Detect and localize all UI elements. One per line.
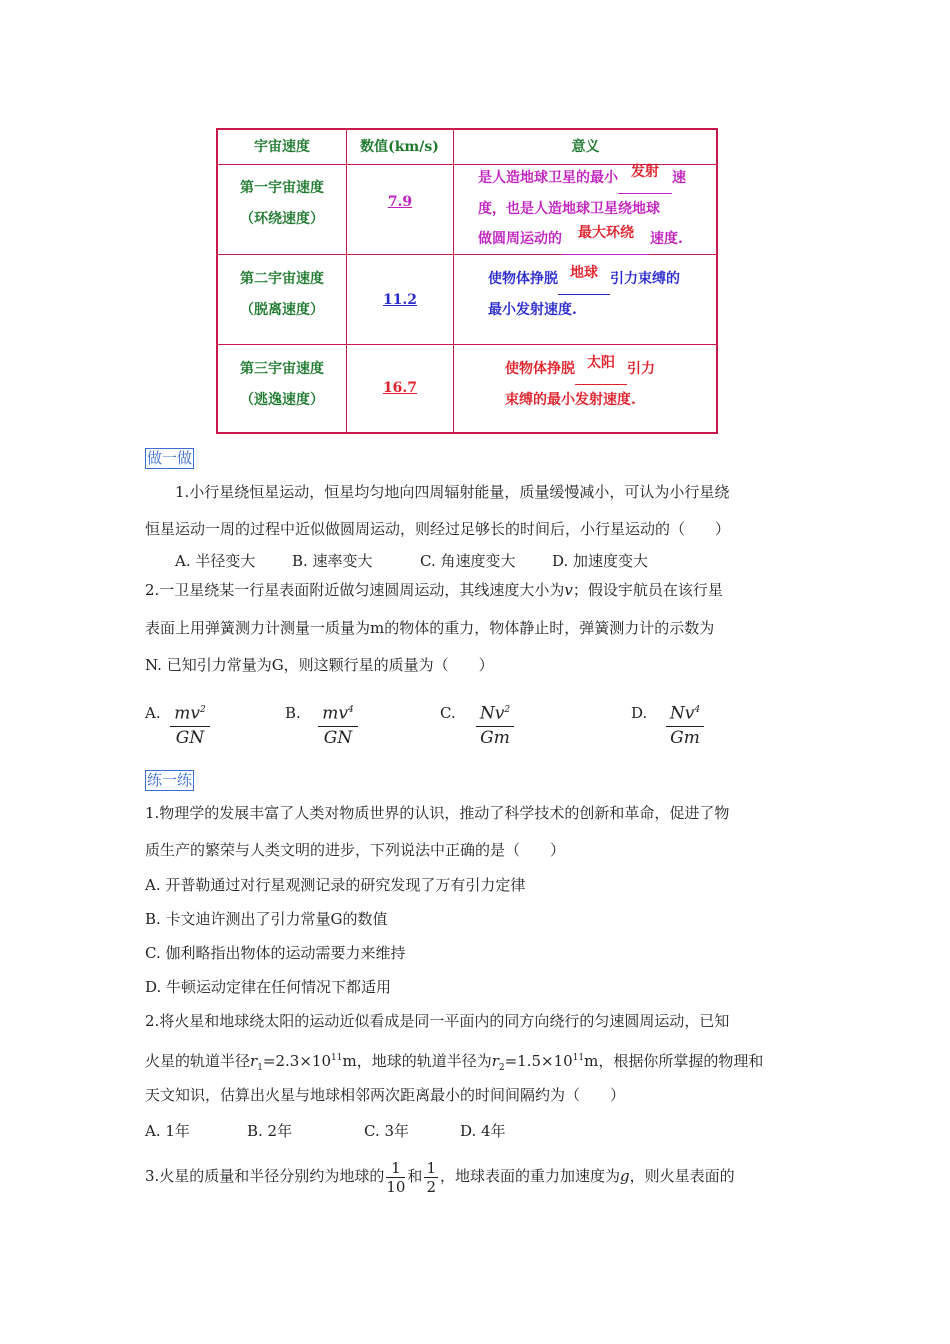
s1-q2-option-b-letter: B.	[285, 704, 301, 722]
s1-q2-option-a-letter: A.	[145, 704, 161, 722]
s1-q2-line3: N. 已知引力常量为G，则这颗行星的质量为（ ）	[145, 656, 494, 674]
s2-q1-option-b: B. 卡文迪许测出了引力常量G的数值	[145, 910, 388, 928]
s1-q2-line2: 表面上用弹簧测力计测量一质量为m的物体的重力，物体静止时，弹簧测力计的示数为	[145, 619, 715, 637]
s2-q2-line1: 2.将火星和地球绕太阳的运动近似看成是同一平面内的同方向绕行的匀速圆周运动，已知	[145, 1012, 730, 1030]
row2-value: 11.2	[382, 292, 418, 308]
s1-q2-option-b-fraction: $\frac{mv^4}{GN}$	[318, 700, 358, 749]
s2-q2-line3: 天文知识，估算出火星与地球相邻两次距离最小的时间间隔约为（ ）	[145, 1086, 626, 1104]
s1-q2-line1: 2.一卫星绕某一行星表面附近做匀速圆周运动，其线速度大小为v；假设宇航员在该行星	[145, 581, 723, 599]
s1-q1-line2: 恒星运动一周的过程中近似做圆周运动，则经过足够长的时间后，小行星运动的（ ）	[145, 520, 731, 538]
s2-q1-line2: 质生产的繁荣与人类文明的进步，下列说法中正确的是（ ）	[145, 841, 566, 859]
header-cosmic-velocity: 宇宙速度	[254, 139, 310, 155]
s2-q1-option-c: C. 伽利略指出物体的运动需要力来维持	[145, 944, 406, 962]
row3-value: 16.7	[382, 380, 418, 396]
s2-q1-option-a: A. 开普勒通过对行星观测记录的研究发现了万有引力定律	[145, 876, 526, 894]
s2-q1-line1: 1.物理学的发展丰富了人类对物质世界的认识，推动了科学技术的创新和革命，促进了物	[145, 804, 730, 822]
s1-q2-option-c-fraction: $\frac{Nv^2}{Gm}$	[476, 700, 514, 749]
section-label-try: 做一做	[147, 449, 193, 467]
row2-name: 第二宇宙速度 （脱离速度）	[240, 271, 324, 318]
row1-value: 7.9	[387, 194, 413, 210]
s2-q2-line2: 火星的轨道半径$r_1=2.3\times 10^{11}m$，地球的轨道半径为$r_2=1.5\times 10^{11}m$，根据你所掌握的物理和	[145, 1052, 764, 1073]
s1-q1-option-c: C. 角速度变大	[420, 552, 516, 570]
s1-q2-option-d-letter: D.	[631, 704, 648, 722]
section-label-practice: 练一练	[147, 771, 193, 789]
s2-q2-option-c: C. 3年	[364, 1122, 410, 1140]
s1-q1-option-d: D. 加速度变大	[552, 552, 649, 570]
row1-name: 第一宇宙速度 （环绕速度）	[240, 180, 324, 227]
s1-q2-option-a-fraction: $\frac{mv^2}{GN}$	[170, 700, 210, 749]
s2-q2-option-a: A. 1年	[145, 1122, 190, 1140]
s1-q2-option-c-letter: C.	[440, 704, 456, 722]
header-meaning: 意义	[571, 139, 600, 155]
cosmic-velocity-table	[216, 128, 718, 434]
s1-q2-option-d-fraction: $\frac{Nv^4}{Gm}$	[666, 700, 704, 749]
header-value: 数值(km/s)	[360, 139, 439, 155]
s2-q2-option-d: D. 4年	[460, 1122, 506, 1140]
fraction-one-tenth: $\frac{1}{10}$	[386, 1158, 406, 1196]
row3-meaning: 使物体挣脱 太阳 引力 束缚的最小发射速度.	[505, 355, 655, 408]
row1-meaning: 是人造地球卫星的最小 发射 速 度，也是人造地球卫星绕地球 做圆周运动的 最大环绕 速度.	[478, 163, 686, 255]
row3-name: 第三宇宙速度 （逃逸速度）	[240, 361, 324, 408]
s1-q1-option-b: B. 速率变大	[292, 552, 373, 570]
s1-q1-line1: 1.小行星绕恒星运动，恒星均匀地向四周辐射能量，质量缓慢减小，可认为小行星绕	[175, 483, 730, 501]
s1-q1-option-a: A. 半径变大	[175, 552, 256, 570]
s2-q2-option-b: B. 2年	[247, 1122, 293, 1140]
row2-meaning: 使物体挣脱 地球 引力束缚的 最小发射速度.	[488, 265, 680, 318]
fraction-one-half: $\frac{1}{2}$	[426, 1158, 436, 1196]
s2-q3-line1: 3.火星的质量和半径分别约为地球的 $\frac{1}{10}$ 和 $\frac{1}{2}$ ，地球表面的重力加速度为g，则火星表面的	[145, 1158, 735, 1196]
s2-q1-option-d: D. 牛顿运动定律在任何情况下都适用	[145, 978, 392, 996]
